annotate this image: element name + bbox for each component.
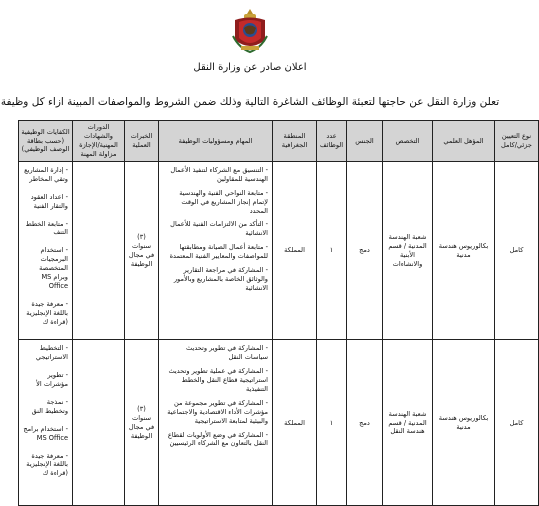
- duty-item: - المشاركة في مراجعة التقارير والوثائق الخاصة بالمشاريع وبالأمور الانشائية: [173, 266, 268, 292]
- competency-item: - التخطيط الاستراتيجي: [35, 344, 68, 362]
- announcement-subtitle: تعلن وزارة النقل عن حاجتها لتعبئة الوظائف الشاغرة التالية وذلك ضمن الشروط والمواصفات المبينة ازاء كل وظيفة: [0, 96, 500, 108]
- header-experience: الخبرات العملية: [125, 121, 159, 162]
- cell-qualification: بكالوريوس هندسة مدنية: [433, 162, 495, 340]
- competency-item: - معرفة جيدة باللغة الإنجليزية (قراءة ك: [26, 451, 68, 478]
- cell-appointment-type: كامل: [495, 340, 539, 506]
- header-qualification: المؤهل العلمي: [433, 121, 495, 162]
- header-specialization: التخصص: [383, 121, 433, 162]
- cell-count: ١: [317, 340, 347, 506]
- cell-competencies: [19, 340, 73, 506]
- competency-item: - متابعة الخطط التنف: [25, 219, 68, 237]
- header-duties: المهام ومسؤوليات الوظيفة: [159, 121, 273, 162]
- duty-item: - التأكد من الالتزامات الفنية للأعمال الانشائية: [170, 220, 268, 238]
- cell-region: المملكة: [273, 340, 317, 506]
- table-row: [19, 162, 539, 340]
- cell-experience: (٣) سنوات في مجال الوظيفة: [125, 162, 159, 340]
- competency-item: - اعداد العقود والتقار الفنية: [30, 192, 68, 210]
- cell-gender: دمج: [347, 162, 383, 340]
- cell-qualification: بكالوريوس هندسة مدنية: [433, 340, 495, 506]
- cell-courses: [73, 162, 125, 340]
- header-competencies: الكفايات الوظيفية (حسب بطاقة الوصف الوظيفي): [19, 121, 73, 162]
- competency-item: - معرفة جيدة باللغة الإنجليزية (قراءة ك: [26, 299, 68, 326]
- duty-item: - متابعة النواحي الفنية والهندسية لإتمام إنجاز المشاريع في الوقت المحدد: [179, 188, 268, 215]
- duty-item: - متابعة أعمال الصيانة ومطابقتها للمواصفات والمعايير الفنية المعتمدة: [169, 243, 268, 261]
- cell-duties: [159, 162, 273, 340]
- header-region: المنطقة الجغرافية: [273, 121, 317, 162]
- competency-item: - استخدام برامج MS Office: [23, 424, 68, 442]
- cell-specialization: شعبة الهندسة المدنية / قسم الأبنية والانشاءات: [383, 162, 433, 340]
- table-row: [19, 340, 539, 506]
- cell-specialization: شعبة الهندسة المدنية / قسم هندسة النقل: [383, 340, 433, 506]
- header-gender: الجنس: [347, 121, 383, 162]
- cell-region: المملكة: [273, 162, 317, 340]
- header-count: عدد الوظائف: [317, 121, 347, 162]
- jobs-table-container: [18, 120, 538, 492]
- jordan-coat-of-arms-emblem: [229, 6, 271, 56]
- cell-competencies: [19, 162, 73, 340]
- duty-item: - المشاركة في تطوير وتحديث سياسات النقل: [186, 344, 268, 362]
- duty-item: - التنسيق مع الشركاء لتنفيذ الأعمال الهندسية للمقاولين: [170, 166, 268, 183]
- cell-gender: دمج: [347, 340, 383, 506]
- announcement-title: اعلان صادر عن وزارة النقل: [193, 62, 307, 73]
- cell-appointment-type: كامل: [495, 162, 539, 340]
- jobs-table: [18, 120, 539, 506]
- header-courses: الدورات والشهادات المهنية/الإجازة مزاولة المهنة: [73, 121, 125, 162]
- header-appointment-type: نوع التعيين جزئي/كامل: [495, 121, 539, 162]
- table-header-row: [19, 121, 539, 162]
- competency-item: - استخدام البرمجيات المتخصصة وبرام MS Office: [39, 246, 68, 290]
- cell-courses: [73, 340, 125, 506]
- duty-item: - المشاركة في وضع الأولويات لقطاع النقل بالتعاون مع الشركاء الرئيسيين: [167, 430, 268, 448]
- competency-item: - تطوير مؤشرات الأ: [36, 371, 68, 389]
- cell-count: ١: [317, 162, 347, 340]
- competency-item: - نمذجة وتخطيط النق: [31, 398, 68, 415]
- competency-item: - إدارة المشاريع وتقي المخاطر: [24, 166, 68, 183]
- cell-experience: (٣) سنوات في مجال الوظيفة: [125, 340, 159, 506]
- duty-item: - المشاركة في تطوير مجموعة من مؤشرات الأداء الاقتصادية والاجتماعية والبيئية لمتابعة الاستراتيجية: [167, 398, 268, 425]
- duty-item: - المشاركة في عملية تطوير وتحديث استراتيجية قطاع النقل والخطط التنفيذية: [168, 367, 268, 394]
- cell-duties: [159, 340, 273, 506]
